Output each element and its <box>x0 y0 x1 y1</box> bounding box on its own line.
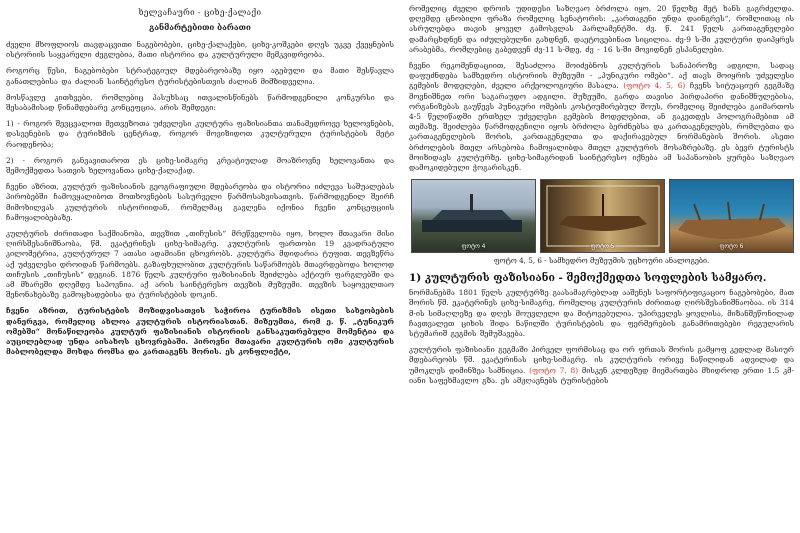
paragraph-bold: ჩვენი აზრით, ტურისტების მოზიდვისათვის საჭიროა ტურიზმის ისეთი სახეობების დანერგვა, რომელიც ახლოა კულტურის ისტორიასთან. მიზეუმთა, რომ ე. წ. „ტუნიკურ ომებში“ მონაწილეობა კულტურ ფაზისიანის ისტორიის განსაკუთრებული მომენტია და აუცილებლად უნდა აისახოს ცხოვრებაში. პიროვნი მთავარი კულტურის ომი კულტურის მაბლობელდა მოხდა რომსა და კართაგენს შორის. ეს კონფლიქტი, <box>6 306 394 357</box>
question-1: 1) - როგორ შევცვალოთ მეთვეზოთა უძველესი კულტურა ფაზისიანთა თანამედროვე ხელოვნების, დასვენების და ტურიზმის ცენტრად, როგორ მოვიზიდოთ კულტურული ტურისტების მეტი რაოდენობა; <box>6 119 394 149</box>
question-2: 2) - როგორ განვავითაროთ ეს ციხე-სიმაგრე კრეატიულად მოაზროვნე ხელოვანთა და შემოქმედთა სათვის ხელოვანთა ციხე-ქალაქად. <box>6 155 394 176</box>
photo-label: ფოტო 4 <box>461 243 486 251</box>
right-column <box>409 4 794 392</box>
paragraph: კულტურის ფაზისიანი გეგმაში პირველ ფორმისაც და ორ ფრთას შორის გამყოფ კედლად მასიურ მდებარეობს წმ. ეკატერინას ციხე-სიმაგრე. ის კულტურის ორივე ნაწილიდან ადვილად და უმოკლეს დიმინზეა სამნიცია. (ფოტო 7, 8) მისკენ კლდეზედ მიემართება მხიდროდ ერთი 1.5 კმ-იანი საფეხმავლო გზა. ეს ამჟღავნებს ტურისტების <box>409 345 794 385</box>
paragraph: ძველი მხოფლიოს თავდაცვითი ნაგებობები, ციხე-ქალაქები, ციხე-კოშკები დღეს უკვე ქვეყნების ისტორიის საყვარელი ძეგლებია, მათი ისტორია და კულტურული მემკვიდრეობა. <box>6 40 394 60</box>
paragraph: მოსწავლე კითხვები, რომლებიც პასუხსაც ითვალისწინებს წარმოდგენილი კონკურსი და შესაბამისად წინამდებარე კონცეფცია, არის შემდეგი: <box>6 92 394 113</box>
paragraph: ნორმანებმა 1801 წელს კულტურზე გაასამაგრებლად ააშენეს საფორტიფიკაციო ნაგებობები, მათ შორის წმ. ეკატერინეს ციხე-სიმაგრე, რომელიც კულტურის ძირითად ღირსშესანიშნაობაა. ის 314 მ-ის სიმაღლეზე და დღეს მოუვლელი და მიტოვებულია. უპირველეს ყოვლისა, მიზანშეწონილად ჩავთვალეთ ციხის შიდა ნაწილში ტურისტების და ფერმერების განამრითებები რეგულარის სტუმარიშ გეგმის შემუშავება. <box>409 288 794 339</box>
section-heading: 1) კულტურის ფაზისიანი - შემოქმედთა სოფლების სამყარო. <box>409 272 767 285</box>
photo-label: ფოტო 5 <box>590 243 615 251</box>
document-subtitle: განმარტებითი ბარათი <box>149 22 251 32</box>
photo-6 <box>669 179 794 253</box>
ship-museum-image <box>412 180 536 252</box>
paragraph: ჩვენი აზრით, კულტურ ფაზისიანის გეოგრაფიული მდებარეობა და ისტორია იძლევა საშუალებას პირობებში ჩამოვყალიბოთ მოთხოვნების სასურველი წარმოსახვისათვის. წარმოდგენილ შეირჩ მიმოხილვას კულტურის ისტორიიდან, რომელმაც გავლენა იქონია ჩვენი კონცეფციის ჩამოყალიბებაზე. <box>6 182 394 222</box>
ship-exhibit-image <box>670 180 794 252</box>
paragraph: კულტურის ძირითადი საქმიანობა, თევზით „თიჩუსის“ მრეწველობა იყო, ხოლო მთავარი მისი ღირსშესანიშნაობა, წმ. ეკატერინეს ციხე-სიმაგრე. კულტურის ფართობი 19 კვადრატული კილომეტრია, კულტურულ 7 ათასი ადამიანი ცხოვრობს. კულტურა მდიდარია ტუფით. თევზეწრა აქ უძველესი დროიდან წარმოებს. გაზაფხულობით კულტურის საწარმოებს მთავრდებოდა ხოლოდ თიჩუსის „თიჩუსის“ დეგიან. 1876 წელს კულტური ფაზისიანის შეიძლება აქტიურ ფარგლებში და ამ მხარეში დღემდე საპოვნია. აქ არის საინტერესო თევზის მუზეუმი. თევზის საყოველთაო შენონახებაზე გამოცხადებისა და ტურისტების დოკინ. <box>6 229 394 300</box>
photo-5 <box>540 179 665 253</box>
photo-reference: (ფოტო 4, 5, 6) <box>623 81 686 91</box>
paragraph: რომელიც ძველი დროის უდიდესი საზღვაო ბრძოლა იყო, 20 წელზე მეტ ხანს გაგრძელდა. დღემდე ცნობილი ფრაზა რომელიც სენატორის: „კართაგენი უნდა დაინგრეს“, რომლითაც ის ასრულებდა თავის ყოველ გამოსვლას პარლამენტში. ძვ. წ. 241 წელს კართაგენელები დამარცხდნენ და იძულებულნი გახდნენ, დაეტოვებინათ სიცილია. ძვ-9 ს-ში კულტური დაიპყრეს არაბებმა, რომლებიც გაბედვენ ძვ-11 ს-მდე, ძვ - 16 ს-ში მოვიდნენ ესპანელები. <box>409 4 794 54</box>
paragraph: როგორც წესი, ნაგებობები სტრატეგიულ მდებარეობაზე იყო აგებული და მათი შესწავლა განათლებისა და ძალიან საინტერესო ტურისტებისთვის ძალიან მიმზიდველია. <box>6 66 394 86</box>
photo-4 <box>411 179 536 253</box>
photo-label: ფოტო 6 <box>719 243 744 251</box>
photo-reference: (ფოტო 7, 8) <box>529 365 579 375</box>
left-column <box>6 4 394 363</box>
document-title: ხელვაჩაური - ციხე-ქალაქი <box>138 8 262 17</box>
photo-caption: ფოტო 4, 5, 6 - სამხედრო მუზეუმის უცხოური ანალოგები. <box>493 256 710 266</box>
ship-model-display-image <box>541 180 665 252</box>
photo-strip <box>411 179 794 253</box>
paragraph-recommendation: ჩვენი რეკომენდაციით, შესაძლოა მოიძებნოს კულტურის სანაპიროზე ადგილი, სადაც დაფუძნდება სამხედრო ისტორიის მუზეუმი - „პუნიკური ომები“. აქ თავს მოიყრის უძველესი გემების მოდელები, ძველი არქეოლოგიური მასალა. (ფოტო 4, 5, 6) ჩვენს სიტუაციურ გეგმაზე მოვნიშნეთ ორი საგარაუდო ადგილი. მუზეუმი, გარდა თავისი პირდაპირი დანიშნულებისა, ორგანიზებას გაუწევს პუნიკური ომების კოსტიუმირებულ შოუს, რომელიც შეიძლება გაიმართოს 4-5 წელიწადში ერთხელ უძველესი გემების მოდელებით, ან გაკეთდეს ჰოლოგრამებით ამ თემაზე. შეიძლება წარმოდგენილი იყოს ბრძოლა ბერძნებსა და კართაგენელებს, რომლებთა და კართაგენელების შორის, კართაგენელთა და დაქირავებულ ნორმანების შორის. ასეთი ბრძოლების მთელ არსებობა ჩამოყალიბდა მთელ კულტურის მოსაზრებაზე. ეს ბევრ ტურისტს მოიზიდავს კულტურზე. ციხე-სიმაგრიდან საინტერესო იქნება ამ საპანაობის ყურება საზღვაო დამოკიდებული ჭოგარისკენ. <box>409 61 794 173</box>
